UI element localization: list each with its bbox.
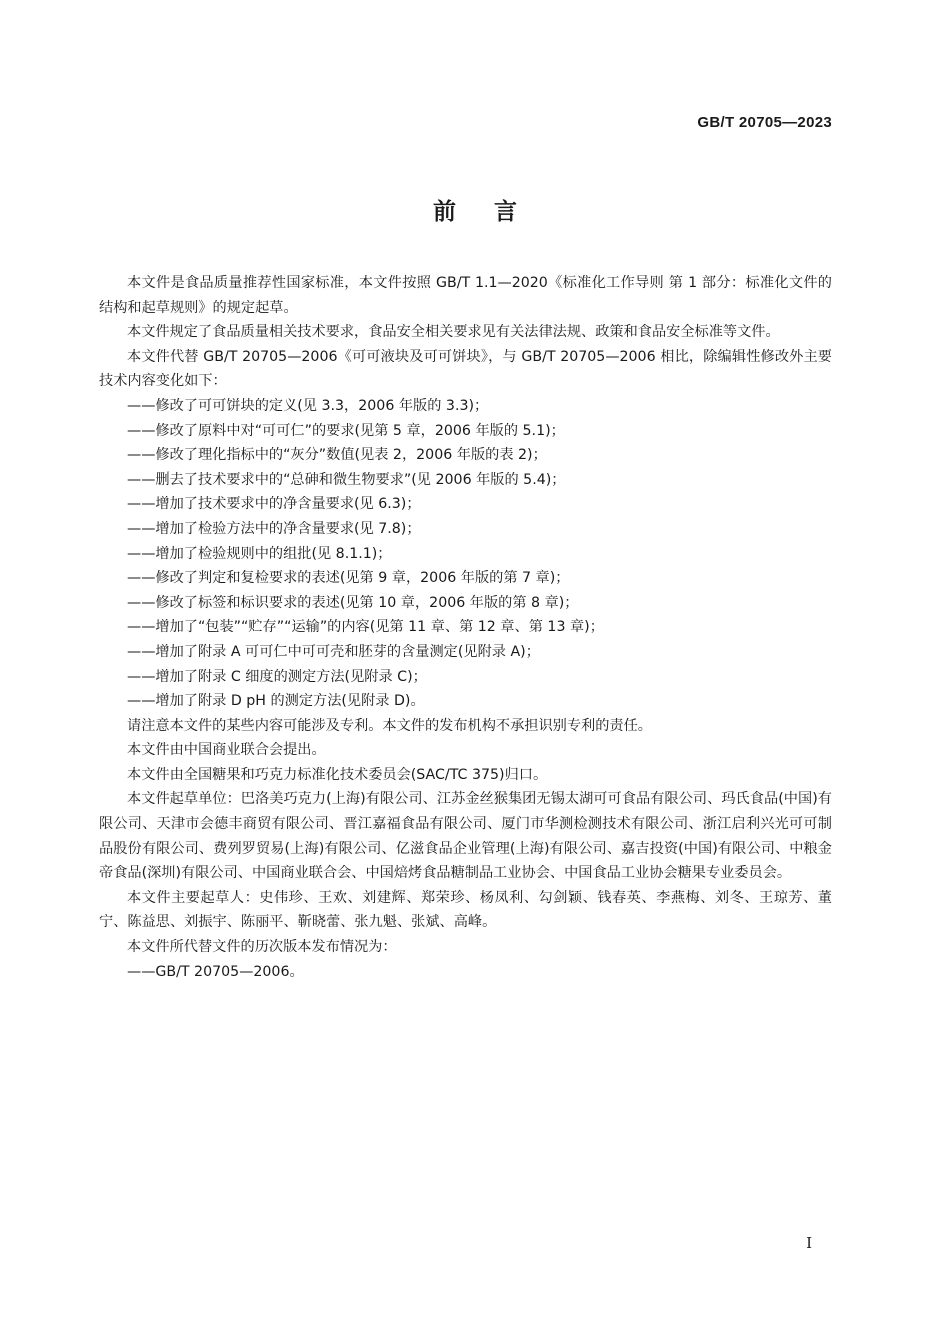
page-number: I: [806, 1234, 812, 1252]
changes-list: [99, 394, 832, 714]
list-item: ——修改了标签和标识要求的表述(见第 10 章，2006 年版的第 8 章)；: [127, 594, 579, 611]
list-item: ——增加了“包装”“贮存”“运输”的内容(见第 11 章、第 12 章、第 13 章)；: [127, 619, 604, 636]
paragraph-technical-committee: 本文件由全国糖果和巧克力标准化技术委员会(SAC/TC 375)归口。: [127, 766, 548, 783]
paragraph-drafting-units: 本文件起草单位：巴洛美巧克力(上海)有限公司、江苏金丝猴集团无锡太湖可可食品有限公司、玛氏食品(中国)有限公司、天津市会德丰商贸有限公司、晋江嘉福食品有限公司、厦门市华测检测技术有限公司、浙江启利兴光可可制品股份有限公司、费列罗贸易(上海)有限公司、亿滋食品企业管理(上海)有限公司、嘉吉投资(中国)有限公司、中粮金帝食品(深圳)有限公司、中国商业联合会、中国焙烤食品糖制品工业协会、中国食品工业协会糖果专业委员会。: [99, 791, 832, 882]
standard-number: GB/T 20705—2023: [697, 114, 832, 131]
history-item: ——GB/T 20705—2006。: [127, 963, 304, 980]
list-item: ——修改了原料中对“可可仁”的要求(见第 5 章，2006 年版的 5.1)；: [127, 422, 565, 439]
paragraph-replacement: 本文件代替 GB/T 20705—2006《可可液块及可可饼块》，与 GB/T 20705—2006 相比，除编辑性修改外主要技术内容变化如下：: [99, 348, 832, 390]
list-item: ——修改了理化指标中的“灰分”数值(见表 2，2006 年版的表 2)；: [127, 447, 547, 464]
paragraph-history-intro: 本文件所代替文件的历次版本发布情况为：: [127, 939, 397, 956]
paragraph-patent-notice: 请注意本文件的某些内容可能涉及专利。本文件的发布机构不承担识别专利的责任。: [127, 717, 652, 734]
list-item: ——修改了判定和复检要求的表述(见第 9 章，2006 年版的第 7 章)；: [127, 570, 570, 587]
paragraph-drafters: 本文件主要起草人：史伟珍、王欢、刘建辉、郑荣珍、杨凤利、勾剑颖、钱春英、李燕梅、刘冬、王琼芳、董宁、陈益思、刘振宇、陈丽平、靳晓蕾、张九魁、张斌、高峰。: [99, 889, 832, 931]
list-item: ——增加了附录 A 可可仁中可可壳和胚芽的含量测定(见附录 A)；: [127, 643, 540, 660]
page-title: 前言: [433, 199, 555, 225]
list-item: ——增加了附录 D pH 的测定方法(见附录 D)。: [127, 693, 425, 710]
list-item: ——增加了检验方法中的净含量要求(见 7.8)；: [127, 520, 421, 537]
paragraph-drafting-rules: 本文件是食品质量推荐性国家标准，本文件按照 GB/T 1.1—2020《标准化工作导则 第 1 部分：标准化文件的结构和起草规则》的规定起草。: [99, 275, 832, 316]
foreword-body: [99, 271, 832, 984]
list-item: ——增加了检验规则中的组批(见 8.1.1)；: [127, 545, 392, 562]
list-item: ——删去了技术要求中的“总砷和微生物要求”(见 2006 年版的 5.4)；: [127, 471, 566, 488]
paragraph-scope: 本文件规定了食品质量相关技术要求，食品安全相关要求见有关法律法规、政策和食品安全标准等文件。: [127, 324, 780, 341]
list-item: ——增加了技术要求中的净含量要求(见 6.3)；: [127, 496, 421, 513]
list-item: ——修改了可可饼块的定义(见 3.3，2006 年版的 3.3)；: [127, 397, 489, 414]
paragraph-proposer: 本文件由中国商业联合会提出。: [127, 742, 326, 759]
list-item: ——增加了附录 C 细度的测定方法(见附录 C)；: [127, 668, 427, 685]
